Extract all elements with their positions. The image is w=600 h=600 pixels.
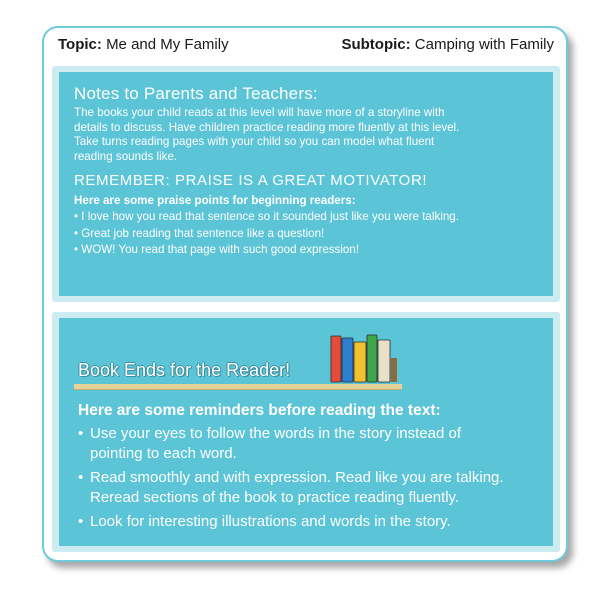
reminder-line: • Read smoothly and with expression. Read like you are talking.: [90, 469, 504, 486]
book-ends-panel: [59, 318, 553, 546]
reminder-heading: Here are some reminders before reading the text:: [78, 402, 441, 419]
book-spine: [367, 335, 377, 382]
reminder-line: Reread sections of the book to practice reading fluently.: [90, 489, 460, 506]
praise-list: [74, 209, 459, 259]
worksheet-card: [42, 26, 568, 562]
notes-line: details to discuss. Have children practice reading more fluently at this level.: [74, 120, 460, 134]
notes-line: Take turns reading pages with your child so you can model what fluent: [74, 135, 435, 148]
reminder-line: • Use your eyes to follow the words in the story instead of: [90, 425, 462, 442]
book-ends-title: Book Ends for the Reader!: [78, 360, 291, 380]
list-item: • WOW! You read that page with such good expression!: [74, 242, 459, 259]
remember-heading: REMEMBER: PRAISE IS A GREAT MOTIVATOR!: [74, 172, 428, 189]
praise-heading: Here are some praise points for beginning readers:: [74, 194, 356, 207]
shelf-bar: [74, 384, 402, 390]
subtopic-value: Camping with Family: [414, 36, 554, 53]
topic: [58, 36, 229, 53]
bookend: [391, 358, 397, 382]
subtopic: [341, 36, 554, 53]
list-item: [78, 424, 548, 464]
header: [58, 36, 554, 58]
notes-title: Notes to Parents and Teachers:: [74, 84, 318, 103]
subtopic-label: Subtopic:: [341, 36, 411, 53]
notes-body: [74, 106, 544, 164]
notes-line: reading sounds like.: [74, 149, 178, 163]
reminder-line: • Look for interesting illustrations and words in the story.: [90, 513, 451, 530]
book-spine: [354, 342, 366, 382]
notes-line: The books your child reads at this level will have more of a storyline with: [74, 106, 445, 119]
book-ends-panel-border: [52, 312, 560, 552]
topic-label: Topic:: [58, 36, 102, 53]
notes-panel-border: [52, 66, 560, 302]
reminder-list: [78, 424, 548, 536]
list-item: [78, 468, 548, 508]
bookshelf-icon: [327, 332, 407, 386]
list-item: • Great job reading that sentence like a question!: [74, 226, 459, 243]
list-item: [78, 512, 548, 532]
list-item: • I love how you read that sentence so it sounded just like you were talking.: [74, 209, 459, 226]
book-spine: [342, 338, 353, 382]
reminder-line: pointing to each word.: [90, 445, 237, 462]
notes-panel: [59, 72, 553, 296]
topic-value: Me and My Family: [106, 36, 229, 53]
book-spine: [331, 336, 341, 382]
book-spine: [378, 340, 390, 382]
